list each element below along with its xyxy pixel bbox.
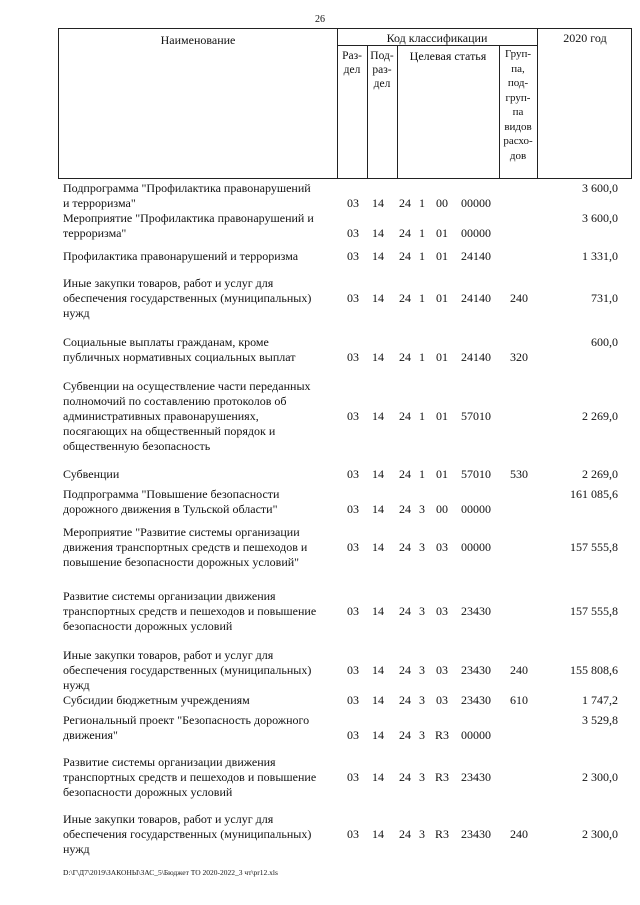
row-name: Развитие системы организации движения транспортных средств и пешеходов и повышение безопасности дорожных условий	[63, 589, 317, 633]
row-code-t4: 57010	[461, 409, 491, 423]
row-amount: 731,0	[591, 291, 618, 305]
row-code-t3: 01	[436, 291, 448, 305]
file-path-footer: D:\Г\Д7\2019\ЗАКОНЫ\ЗАС_5\Бюджет ТО 2020-2022_3 чт\pr12.xls	[63, 868, 278, 877]
row-code-podrazdel: 14	[372, 409, 384, 423]
row-code-t2: 3	[419, 728, 425, 742]
row-code-group: 610	[510, 693, 528, 707]
header-divider	[537, 29, 538, 178]
row-code-razdel: 03	[347, 467, 359, 481]
row-code-podrazdel: 14	[372, 196, 384, 210]
row-code-t4: 24140	[461, 350, 491, 364]
row-code-t2: 1	[419, 196, 425, 210]
row-amount: 161 085,6	[570, 487, 618, 501]
row-code-razdel: 03	[347, 728, 359, 742]
row-code-t4: 57010	[461, 467, 491, 481]
header-podrazdel: Под- раз- дел	[370, 50, 394, 90]
row-code-t1: 24	[399, 249, 411, 263]
row-amount: 2 300,0	[582, 770, 618, 784]
row-amount: 157 555,8	[570, 540, 618, 554]
row-code-t3: R3	[434, 827, 449, 841]
row-code-t1: 24	[399, 663, 411, 677]
row-code-t3: 00	[436, 196, 448, 210]
row-code-group: 320	[510, 350, 528, 364]
row-code-razdel: 03	[347, 827, 359, 841]
row-amount: 157 555,8	[570, 604, 618, 618]
row-amount: 1 747,2	[582, 693, 618, 707]
row-code-t3: R3	[434, 728, 449, 742]
row-code-t2: 1	[419, 350, 425, 364]
header-name: Наименование	[160, 33, 236, 47]
row-amount: 3 600,0	[582, 211, 618, 225]
row-code-group: 240	[510, 827, 528, 841]
row-code-t2: 3	[419, 770, 425, 784]
row-code-t4: 23430	[461, 770, 491, 784]
row-code-razdel: 03	[347, 604, 359, 618]
row-code-razdel: 03	[347, 226, 359, 240]
row-name: Развитие системы организации движения транспортных средств и пешеходов и повышение безопасности дорожных условий	[63, 755, 317, 799]
row-code-t4: 00000	[461, 728, 491, 742]
row-name: Субсидии бюджетным учреждениям	[63, 693, 250, 707]
row-code-t1: 24	[399, 728, 411, 742]
row-code-podrazdel: 14	[372, 604, 384, 618]
row-code-t4: 23430	[461, 604, 491, 618]
row-code-podrazdel: 14	[372, 291, 384, 305]
header-year: 2020 год	[563, 31, 607, 45]
row-code-t1: 24	[399, 604, 411, 618]
row-code-razdel: 03	[347, 502, 359, 516]
row-name: Мероприятие "Развитие системы организации движения транспортных средств и пешеходов и повышение безопасности дорожных условий"	[63, 525, 308, 569]
row-code-t3: 03	[436, 604, 448, 618]
row-code-t1: 24	[399, 502, 411, 516]
row-code-t2: 1	[419, 291, 425, 305]
row-amount: 3 600,0	[582, 181, 618, 195]
row-amount: 2 300,0	[582, 827, 618, 841]
row-code-t3: 01	[436, 467, 448, 481]
row-code-podrazdel: 14	[372, 827, 384, 841]
row-amount: 1 331,0	[582, 249, 618, 263]
header-razdel: Раз- дел	[342, 50, 362, 76]
row-code-t1: 24	[399, 196, 411, 210]
row-code-t3: R3	[434, 770, 449, 784]
row-code-t1: 24	[399, 409, 411, 423]
row-code-podrazdel: 14	[372, 663, 384, 677]
row-code-t3: 00	[436, 502, 448, 516]
row-code-t4: 24140	[461, 291, 491, 305]
row-code-t3: 01	[436, 350, 448, 364]
row-code-razdel: 03	[347, 409, 359, 423]
row-code-t1: 24	[399, 770, 411, 784]
page-number: 26	[315, 14, 325, 25]
row-name: Профилактика правонарушений и терроризма	[63, 249, 299, 263]
header-code-classification: Код классификации	[386, 31, 488, 45]
row-code-group: 240	[510, 663, 528, 677]
row-code-t3: 01	[436, 226, 448, 240]
row-code-razdel: 03	[347, 196, 359, 210]
row-code-podrazdel: 14	[372, 226, 384, 240]
row-name: Иные закупки товаров, работ и услуг для обеспечения государственных (муниципальных) нужд	[63, 812, 312, 856]
row-code-razdel: 03	[347, 249, 359, 263]
row-name: Иные закупки товаров, работ и услуг для обеспечения государственных (муниципальных) нужд	[63, 276, 312, 320]
row-code-t4: 23430	[461, 827, 491, 841]
header-group: Груп- па, под- груп- па видов расхо- дов	[503, 48, 533, 162]
row-code-t1: 24	[399, 827, 411, 841]
row-code-t4: 00000	[461, 226, 491, 240]
header-target-article: Целевая статья	[409, 49, 487, 63]
row-code-razdel: 03	[347, 770, 359, 784]
row-amount: 2 269,0	[582, 409, 618, 423]
row-code-razdel: 03	[347, 350, 359, 364]
row-code-t1: 24	[399, 226, 411, 240]
row-code-podrazdel: 14	[372, 467, 384, 481]
header-divider	[397, 45, 398, 178]
row-code-t2: 3	[419, 827, 425, 841]
row-code-group: 240	[510, 291, 528, 305]
row-name: Подпрограмма "Профилактика правонарушений и терроризма"	[63, 181, 311, 210]
row-code-podrazdel: 14	[372, 693, 384, 707]
row-code-t4: 00000	[461, 540, 491, 554]
row-code-t4: 00000	[461, 502, 491, 516]
row-amount: 155 808,6	[570, 663, 618, 677]
row-code-t3: 01	[436, 249, 448, 263]
row-code-t2: 1	[419, 409, 425, 423]
row-code-t3: 01	[436, 409, 448, 423]
row-code-podrazdel: 14	[372, 540, 384, 554]
row-code-t1: 24	[399, 291, 411, 305]
row-code-t2: 3	[419, 693, 425, 707]
table-header	[58, 28, 632, 179]
row-name: Подпрограмма "Повышение безопасности дорожного движения в Тульской области"	[63, 487, 280, 516]
row-amount: 3 529,8	[582, 713, 618, 727]
row-amount: 600,0	[591, 335, 618, 349]
row-code-t2: 3	[419, 502, 425, 516]
row-code-t4: 00000	[461, 196, 491, 210]
row-code-podrazdel: 14	[372, 770, 384, 784]
row-code-razdel: 03	[347, 663, 359, 677]
row-code-t3: 03	[436, 663, 448, 677]
row-code-t1: 24	[399, 540, 411, 554]
row-name: Мероприятие "Профилактика правонарушений и терроризма"	[63, 211, 314, 240]
row-code-group: 530	[510, 467, 528, 481]
row-code-podrazdel: 14	[372, 728, 384, 742]
row-code-t2: 3	[419, 604, 425, 618]
row-code-t4: 23430	[461, 663, 491, 677]
row-code-t2: 1	[419, 467, 425, 481]
row-amount: 2 269,0	[582, 467, 618, 481]
row-code-t4: 24140	[461, 249, 491, 263]
row-name: Региональный проект "Безопасность дорожного движения"	[63, 713, 310, 742]
row-code-podrazdel: 14	[372, 502, 384, 516]
row-code-t3: 03	[436, 540, 448, 554]
row-name: Иные закупки товаров, работ и услуг для обеспечения государственных (муниципальных) нужд	[63, 648, 312, 692]
row-name: Субвенции на осуществление части переданных полномочий по составлению протоколов об административных правонарушениях, посягающих на общественный порядок и общественную безопасность	[63, 379, 311, 453]
row-code-t1: 24	[399, 467, 411, 481]
row-code-t4: 23430	[461, 693, 491, 707]
row-code-t1: 24	[399, 693, 411, 707]
row-name: Субвенции	[63, 467, 120, 481]
row-code-t2: 3	[419, 663, 425, 677]
row-name: Социальные выплаты гражданам, кроме публичных нормативных социальных выплат	[63, 335, 296, 364]
row-code-razdel: 03	[347, 291, 359, 305]
row-code-razdel: 03	[347, 693, 359, 707]
row-code-podrazdel: 14	[372, 350, 384, 364]
row-code-razdel: 03	[347, 540, 359, 554]
row-code-t2: 1	[419, 226, 425, 240]
row-code-podrazdel: 14	[372, 249, 384, 263]
row-code-t1: 24	[399, 350, 411, 364]
row-code-t2: 1	[419, 249, 425, 263]
row-code-t2: 3	[419, 540, 425, 554]
row-code-t3: 03	[436, 693, 448, 707]
